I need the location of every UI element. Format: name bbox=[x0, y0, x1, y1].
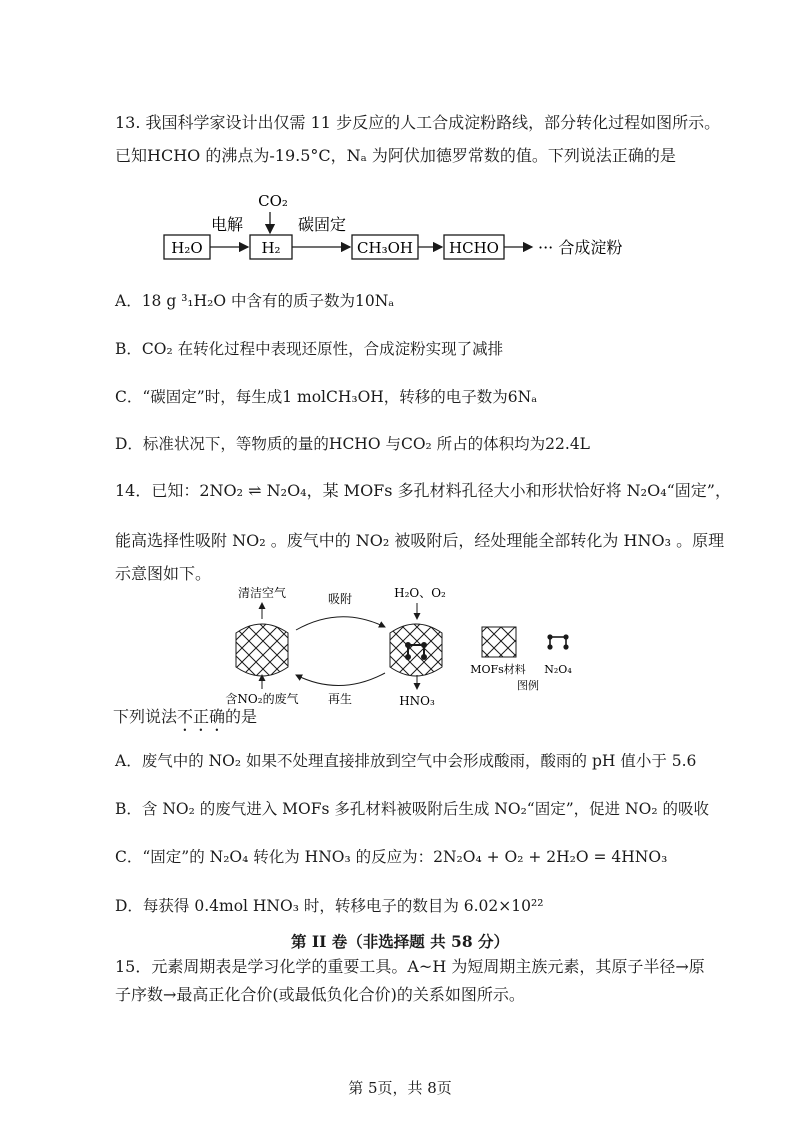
q14-stem-line2: 能高选择性吸附 NO₂ 。废气中的 NO₂ 被吸附后，经处理能全部转化为 HNO₃ 。原理 bbox=[115, 531, 725, 550]
electrolysis-label: 电解 bbox=[210, 215, 244, 234]
legend-mofs-swatch bbox=[482, 627, 516, 657]
adsorb-label: 吸附 bbox=[327, 592, 353, 606]
q14-option-b: B．含 NO₂ 的废气进入 MOFs 多孔材料被吸附后生成 NO₂“固定”，促进 NO₂ 的吸收 bbox=[115, 800, 709, 818]
section2-title: 第 II 卷（非选择题 共 58 分） bbox=[290, 932, 510, 951]
mofs-block-left bbox=[236, 624, 288, 676]
q15-stem-line2: 子序数→最高正化合价(或最低负化合价)的关系如图所示。 bbox=[115, 985, 525, 1004]
box-ch3oh-label: CH₃OH bbox=[357, 239, 413, 257]
q14-stem-line1: 14．已知：2NO₂ ⇌ N₂O₄，某 MOFs 多孔材料孔径大小和形状恰好将 N₂O₄“固定”， bbox=[115, 481, 731, 500]
legend-n2o4-swatch bbox=[547, 634, 568, 649]
box-h2-label: H₂ bbox=[261, 239, 281, 257]
q14-option-c: C．“固定”的 N₂O₄ 转化为 HNO₃ 的反应为：2N₂O₄ + O₂ + 2H₂O = 4HNO₃ bbox=[115, 848, 668, 866]
legend-mofs-label: MOFs材料 bbox=[470, 663, 526, 676]
regen-label: 再生 bbox=[327, 692, 353, 706]
q14-diagram bbox=[200, 585, 620, 710]
box-h2o-label: H₂O bbox=[171, 239, 203, 257]
carbon-fixation-label: 碳固定 bbox=[297, 215, 347, 234]
clean-air-label: 清洁空气 bbox=[237, 586, 287, 600]
q13-stem-line2: 已知HCHO 的沸点为-19.5°C，Nₐ 为阿伏加德罗常数的值。下列说法正确的是 bbox=[115, 146, 676, 165]
q15-stem-line1: 15．元素周期表是学习化学的重要工具。A~H 为短周期主族元素，其原子半径→原 bbox=[115, 957, 705, 976]
q14-option-a: A．废气中的 NO₂ 如果不处理直接排放到空气中会形成酸雨，酸雨的 pH 值小于 5.6 bbox=[115, 752, 697, 770]
q13-option-c: C．“碳固定”时，每生成1 molCH₃OH，转移的电子数为6Nₐ bbox=[115, 388, 538, 406]
legend-n2o4-label: N₂O₄ bbox=[544, 663, 572, 676]
q14-prompt-emph: 不正确 bbox=[177, 707, 226, 726]
q13-option-d: D．标准状况下，等物质的量的HCHO 与CO₂ 所占的体积均为22.4L bbox=[115, 435, 590, 453]
q13-option-b: B．CO₂ 在转化过程中表现还原性，合成淀粉实现了减排 bbox=[115, 340, 504, 358]
hno3-label: HNO₃ bbox=[399, 694, 435, 708]
mofs-block-right bbox=[390, 624, 442, 676]
q14-prompt bbox=[113, 706, 257, 735]
q14-prompt-pre: 下列说法 bbox=[113, 707, 178, 726]
page-footer: 第 5页，共 8页 bbox=[348, 1079, 452, 1097]
starch-label: ··· 合成淀粉 bbox=[538, 238, 623, 257]
co2-label: CO₂ bbox=[258, 192, 288, 210]
q13-option-a: A．18 g ³₁H₂O 中含有的质子数为10Nₐ bbox=[115, 292, 395, 310]
h2o-o2-label: H₂O、O₂ bbox=[394, 586, 446, 600]
arrow-adsorb bbox=[296, 617, 385, 630]
waste-gas-label: 含NO₂的废气 bbox=[225, 692, 299, 706]
box-hcho-label: HCHO bbox=[449, 239, 499, 257]
legend-title: 图例 bbox=[517, 679, 539, 692]
arrow-regen bbox=[296, 673, 385, 686]
q14-prompt-post: 的是 bbox=[225, 707, 258, 726]
q14-stem-line3: 示意图如下。 bbox=[115, 564, 212, 583]
q14-option-d: D．每获得 0.4mol HNO₃ 时，转移电子的数目为 6.02×10²² bbox=[115, 897, 544, 915]
q13-diagram bbox=[150, 190, 670, 270]
q13-stem-line1: 13. 我国科学家设计出仅需 11 步反应的人工合成淀粉路线，部分转化过程如图所示。 bbox=[115, 113, 721, 132]
